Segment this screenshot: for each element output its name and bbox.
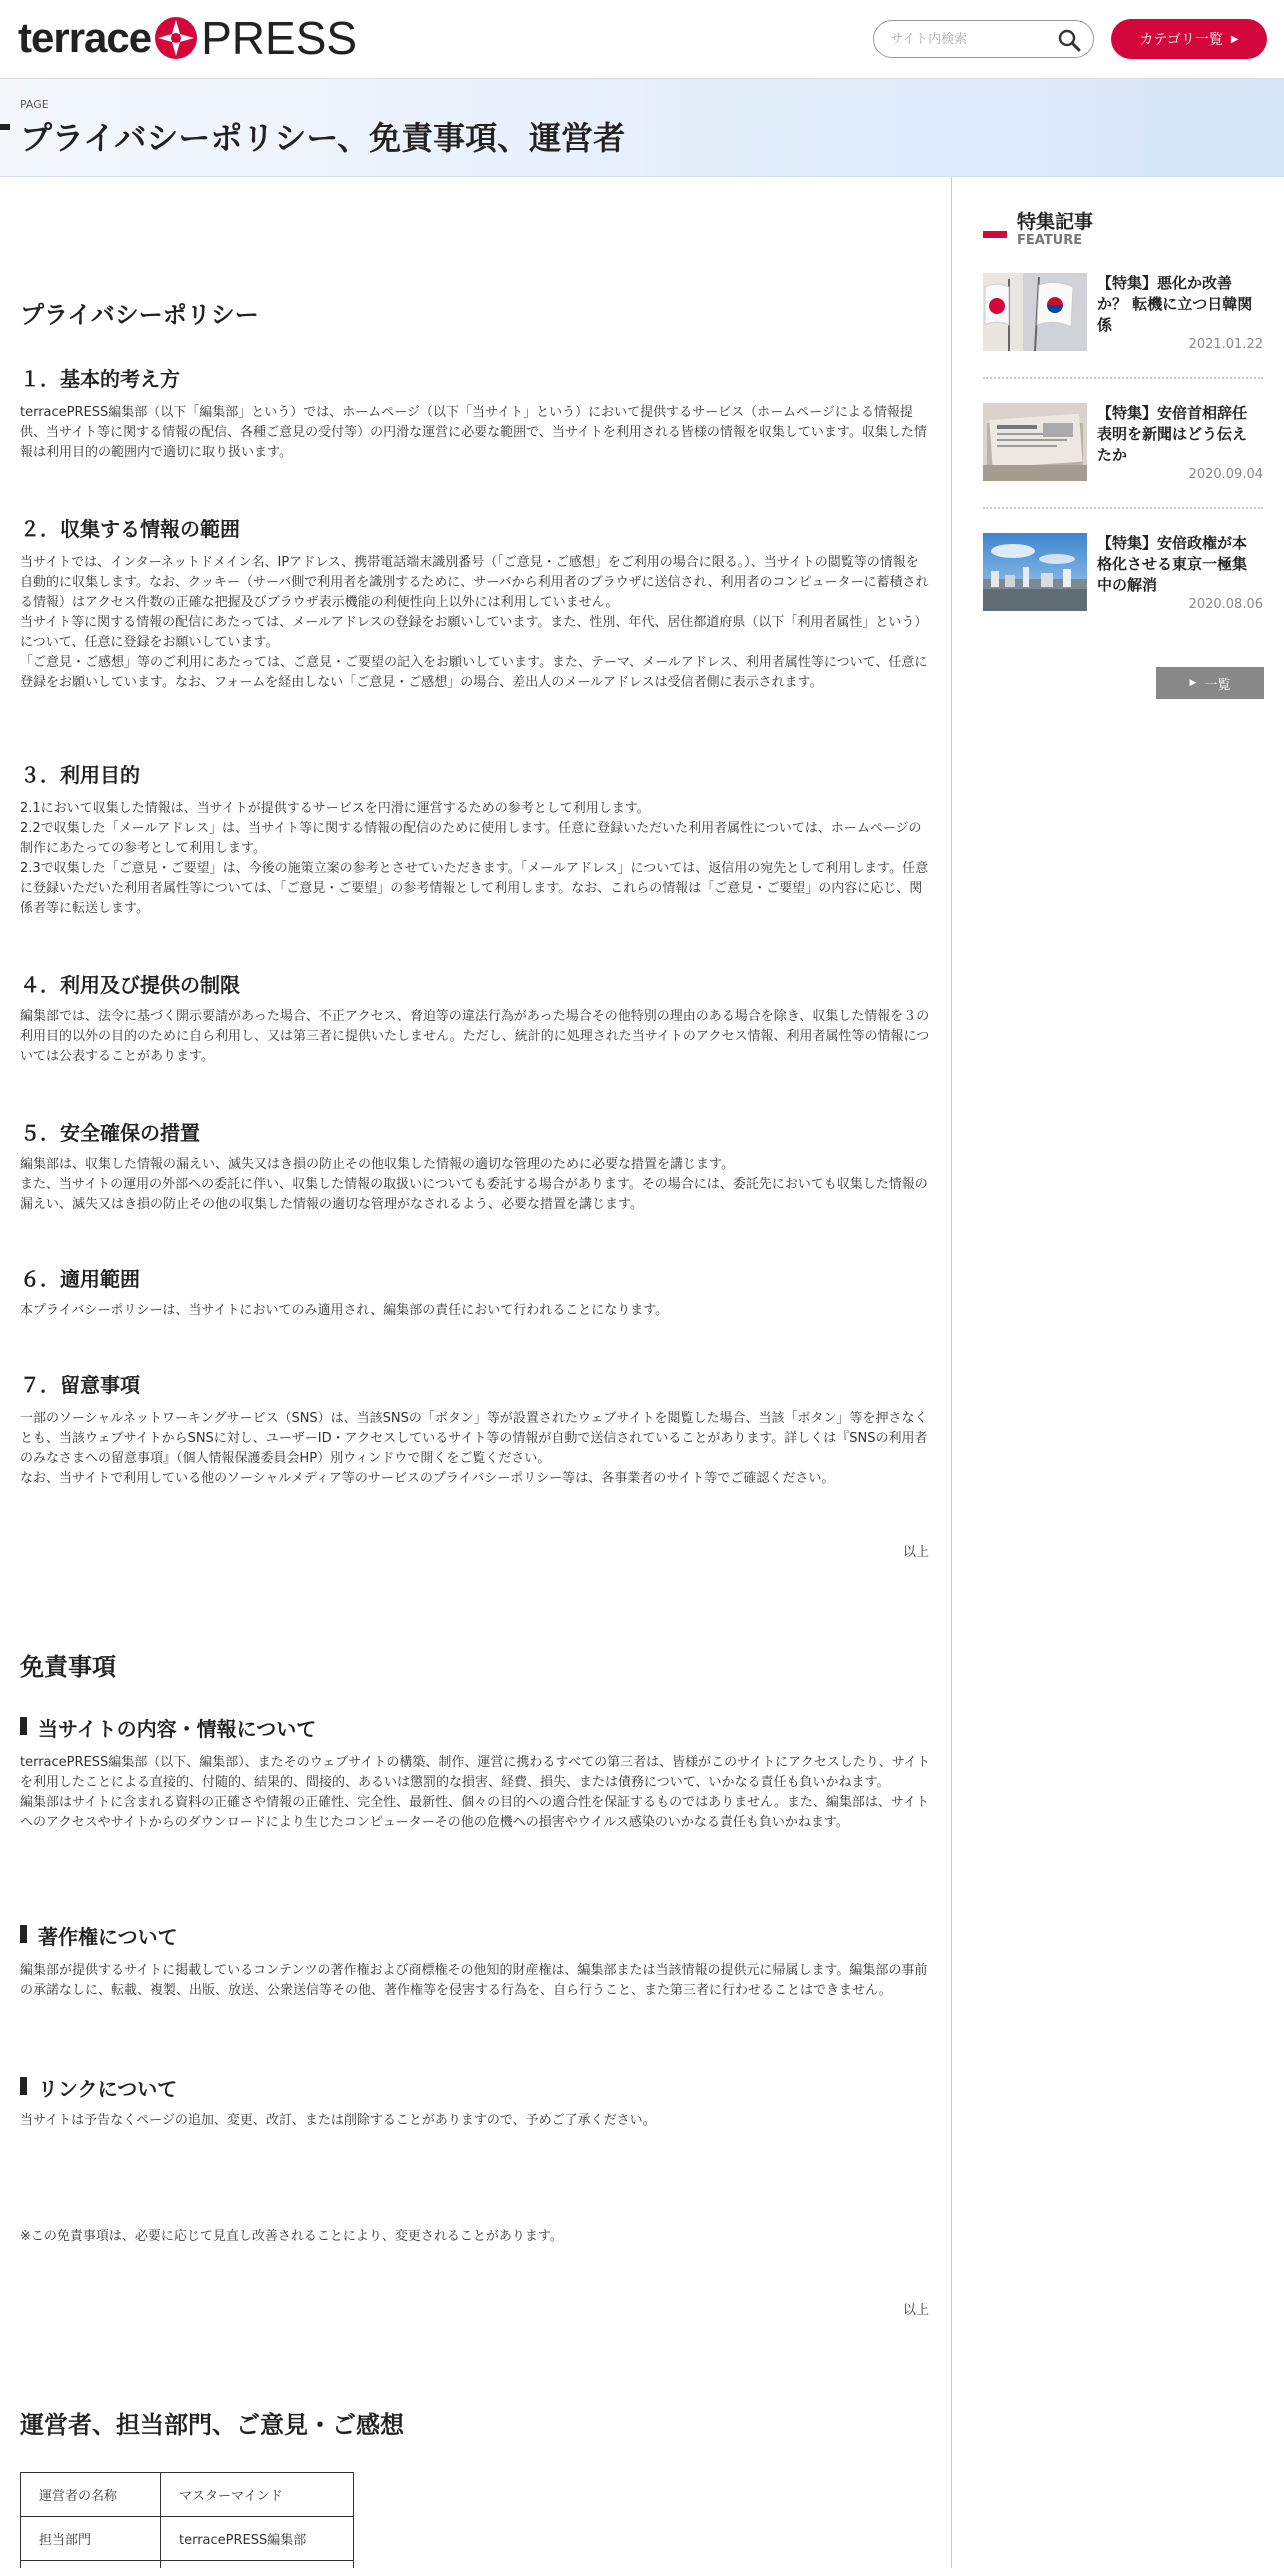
operator-key-empty: [21, 2561, 161, 2568]
privacy-title: プライバシーポリシー: [20, 301, 259, 329]
privacy-body-7: 一部のソーシャルネットワーキングサービス（SNS）は、当該SNSの「ボタン」等が設置されたウェブサイトを閲覧した場合、当該「ボタン」等を押さなくとも、当該ウェブサイトからSNSに対し、ユーザーID・アクセスしているサイト等の情報が自動で送信されていることがあります。詳しくは『SNSの利用者のみなさまへの留意事項』（個人情報保護委員会HP）別ウィンドウで開くをご覧ください。 なお、当サイトで利用している他のソーシャルメディア等のサービスのプライバシーポリシー等は、各事業者のサイト等でご確認ください。: [20, 1411, 928, 1486]
disclaimer-body-1: terracePRESS編集部（以下、編集部）、またそのウェブサイトの構築、制作、運営に携わるすべての第三者は、皆様がこのサイトにアクセスしたり、サイトを利用したことによる直接的、付随的、結果的、間接的、あるいは懲罰的な損害、経費、損失、または債務について、いかなる責任も負いかねます。 編集部はサイトに含まれる資料の正確さや情報の正確性、完全性、最新性、個々の目的への適合性を保証するものではありません。また、編集部は、サイトへのアクセスやサイトからのダウンロードにより生じたコンピューターその他の危機への損害やウイルス感染のいかなる責任も負いかねます。: [20, 1755, 930, 1830]
operator-table: [20, 2472, 354, 2568]
site-header: [0, 0, 1284, 79]
feature-list-label: 一覧: [1204, 677, 1231, 693]
operator-value: マスターマインド: [161, 2473, 354, 2517]
disclaimer-body-3: 当サイトは予告なくページの追加、変更、改訂、または削除することがありますので、予めご了承ください。: [20, 2113, 656, 2128]
privacy-body-2: 当サイトでは、インターネットドメイン名、IPアドレス、携帯電話端末識別番号（「ご意見・ご感想」をご利用の場合に限る。）、当サイトの閲覧等の情報を自動的に収集します。なお、クッキー（サーバ側で利用者を識別するために、サーバから利用者のブラウザに送信され、利用者のコンピューターに蓄積される情報）はアクセス件数の正確な把握及びブラウザ表示機能の利便性向上以外には利用していません。 当サイト等に関する情報の配信にあたっては、メールアドレスの登録をお願いしています。また、性別、年代、居住都道府県（以下「利用者属性」という）について、任意に登録をお願いしています。 「ご意見・ご感想」等のご利用にあたっては、ご意見・ご要望の記入をお願いしています。また、テーマ、メールアドレス、利用者属性等について、任意に登録をお願いしています。なお、フォームを経由しない「ご意見・ご感想」の場合、差出人のメールアドレスは受信者側に表示されます。: [20, 555, 929, 690]
privacy-body-6: 本プライバシーポリシーは、当サイトにおいてのみ適用され、編集部の責任において行われることになります。: [20, 1303, 669, 1318]
operator-key: 運営者の名称: [21, 2473, 161, 2517]
feature-marker: [983, 231, 1007, 238]
disclaimer-title: 免責事項: [20, 1653, 116, 1681]
logo-text-right: PRESS: [201, 12, 358, 64]
disclaimer-heading-3: リンクについて: [20, 2073, 177, 2102]
feature-article-date: 2021.01.22: [1188, 337, 1263, 352]
category-list-label: カテゴリ一覧: [1139, 32, 1223, 48]
disclaimer-heading-2: 著作権について: [20, 1921, 178, 1950]
privacy-body-1: terracePRESS編集部（以下「編集部」という）では、ホームページ（以下「当サイト」という）において提供するサービス（ホームページによる情報提供、当サイト等に関する情報の配信、各種ご意見の受付等）の円滑な運営に必要な範囲で、当サイトを利用される皆様の情報を収集しています。収集した情報は利用目的の範囲内で適切に取り扱います。: [20, 405, 927, 460]
operator-title: 運営者、担当部門、ご意見・ご感想: [20, 2411, 404, 2439]
privacy-body-3: 2.1において収集した情報は、当サイトが提供するサービスを円滑に運営するための参考として利用します。 2.2で収集した「メールアドレス」は、当サイト等に関する情報の配信のために使用します。任意に登録いただいた利用者属性については、ホームページの制作にあたっての参考として利用します。 2.3で収集した「ご意見・ご要望」は、今後の施策立案の参考とさせていただきます。「メールアドレス」については、返信用の宛先として利用します。任意に登録いただいた利用者属性等については、「ご意見・ご要望」の参考情報として利用します。なお、これらの情報は「ご意見・ご要望」の内容に応じ、関係者等に転送します。: [20, 801, 929, 916]
page-title-band: [0, 79, 1284, 177]
city-icon[interactable]: [983, 533, 1087, 611]
operator-value: terracePRESS編集部: [161, 2517, 354, 2561]
logo-mark-icon: [153, 15, 199, 61]
privacy-heading-3: ３．利用目的: [20, 763, 140, 787]
operator-key: 担当部門: [21, 2517, 161, 2561]
disclaimer-end: 以上: [902, 2303, 929, 2318]
main-content: [0, 177, 952, 2568]
page-tag: PAGE: [20, 98, 49, 111]
page-title: プライバシーポリシー、免責事項、運営者: [20, 119, 626, 157]
feature-article[interactable]: [983, 533, 1263, 633]
disclaimer-body-2: 編集部が提供するサイトに掲載しているコンテンツの著作権および商標権その他知的財産権は、編集部または当該情報の提供元に帰属します。編集部の事前の承諾なしに、転載、複製、出版、放送、公衆送信等その他、著作権等を侵害する行為を、自ら行うこと、また第三者に行わせることはできません。: [20, 1963, 928, 1998]
privacy-body-5: 編集部は、収集した情報の漏えい、滅失又はき損の防止その他収集した情報の適切な管理のために必要な措置を講じます。 また、当サイトの運用の外部への委託に伴い、収集した情報の取扱いについても委託する場合があります。その場合には、委託先においても収集した情報の漏えい、滅失又はき損の防止その他の収集した情報の適切な管理がなされるよう、必要な措置を講じます。: [20, 1157, 928, 1212]
triangle-right-icon: ▶: [1189, 678, 1197, 688]
search-input[interactable]: [890, 32, 1050, 47]
search-box[interactable]: [873, 20, 1094, 58]
feature-article[interactable]: [983, 403, 1263, 503]
privacy-body-4: 編集部では、法令に基づく開示要請があった場合、不正アクセス、脅迫等の違法行為があった場合その他特別の理由のある場合を除き、収集した情報を３の利用目的以外の目的のために自ら利用し、又は第三者に提供いたしません。ただし、統計的に処理された当サイトのアクセス情報、利用者属性等の情報については公表することがあります。: [20, 1009, 930, 1064]
logo-text-left: terrace: [18, 14, 152, 61]
privacy-end: 以上: [902, 1545, 929, 1560]
title-marker: [0, 124, 10, 130]
operator-value-empty: [161, 2561, 354, 2568]
category-list-button[interactable]: [1111, 19, 1267, 59]
flags-icon[interactable]: [983, 273, 1087, 351]
feature-subtitle: FEATURE: [1017, 233, 1083, 248]
privacy-heading-4: ４．利用及び提供の制限: [20, 973, 240, 997]
search-icon[interactable]: [1057, 28, 1081, 52]
privacy-heading-2: ２．収集する情報の範囲: [20, 517, 240, 541]
privacy-heading-1: １．基本的考え方: [20, 367, 180, 391]
feature-article-title[interactable]: 【特集】安倍政権が本格化させる東京一極集中の解消: [1097, 534, 1248, 594]
site-logo[interactable]: [18, 12, 357, 64]
feature-article-date: 2020.08.06: [1188, 597, 1263, 612]
privacy-heading-5: ５．安全確保の措置: [20, 1121, 200, 1145]
feature-article[interactable]: [983, 273, 1263, 373]
feature-article-title[interactable]: 【特集】安倍首相辞任表明を新聞はどう伝えたか: [1097, 404, 1248, 464]
feature-article-date: 2020.09.04: [1188, 467, 1263, 482]
privacy-heading-6: ６．適用範囲: [20, 1267, 140, 1291]
feature-list-button[interactable]: [1156, 667, 1264, 699]
divider: [983, 507, 1263, 509]
table-row: [21, 2473, 354, 2517]
newspapers-icon[interactable]: [983, 403, 1087, 481]
table-row: [21, 2517, 354, 2561]
disclaimer-note: ※この免責事項は、必要に応じて見直し改善されることにより、変更されることがあります。: [20, 2229, 563, 2244]
disclaimer-heading-1: 当サイトの内容・情報について: [20, 1713, 316, 1742]
feature-article-title[interactable]: 【特集】悪化か改善か？ 転機に立つ日韓関係: [1097, 274, 1253, 334]
divider: [983, 377, 1263, 379]
triangle-right-icon: ▶: [1230, 33, 1239, 45]
sidebar: [953, 177, 1284, 2568]
feature-title: 特集記事: [1017, 211, 1094, 233]
table-row: [21, 2561, 354, 2568]
privacy-heading-7: ７．留意事項: [20, 1373, 140, 1397]
